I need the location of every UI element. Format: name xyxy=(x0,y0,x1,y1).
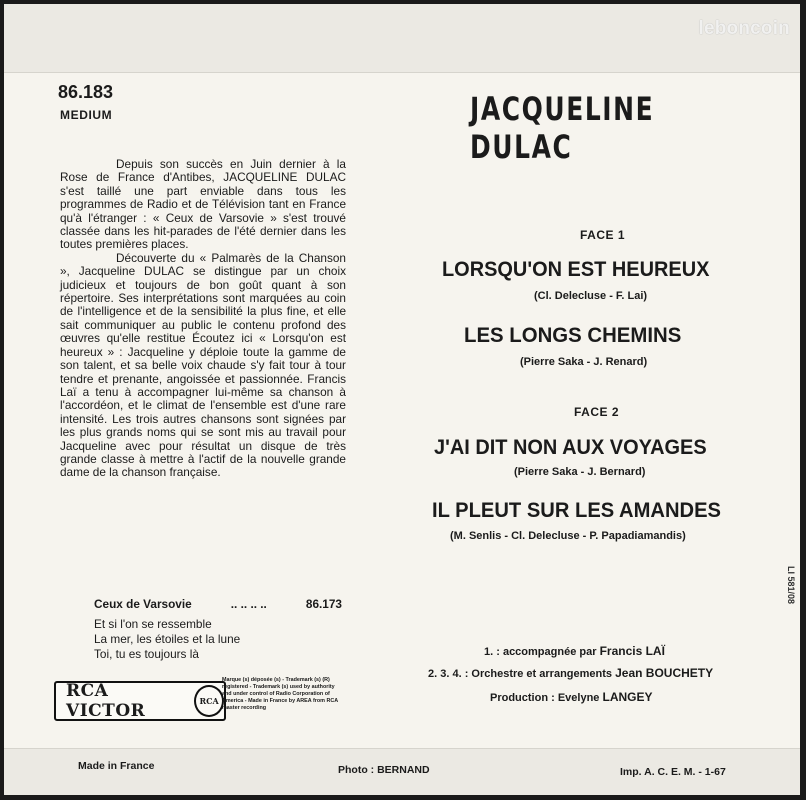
watermark-logo: leboncoin xyxy=(698,18,790,39)
song-title: IL PLEUT SUR LES AMANDES xyxy=(432,499,721,522)
also-title-row xyxy=(94,597,342,611)
note-name: LANGEY xyxy=(602,690,653,704)
rca-circle-logo: RCA xyxy=(194,685,224,717)
song-credit: (Pierre Saka - J. Renard) xyxy=(520,356,648,368)
artist-name: JACQUELINE DULAC xyxy=(470,90,655,166)
note-production xyxy=(490,690,653,704)
side-code: LI 581/08 xyxy=(786,565,796,604)
face-1-label: FACE 1 xyxy=(580,228,626,242)
also-item: La mer, les étoiles et la lune xyxy=(94,632,241,646)
also-item: Et si l'on se ressemble xyxy=(94,617,212,631)
also-available xyxy=(94,597,342,662)
note-accompaniment xyxy=(484,644,665,658)
top-band xyxy=(4,4,800,73)
song-title: J'AI DIT NON AUX VOYAGES xyxy=(434,436,707,459)
catalog-number: 86.183 xyxy=(58,82,114,102)
liner-paragraph: Découverte du « Palmarès de la Chanson », Jacqueline DULAC se distingue par un choix judicieux et toujours de bon goût quant à son répertoire. Ses interprétations sont marquées au coin de l'intelligence et de la sensibilité la plus fine, et elle sait communiquer au public le contenu profond des œuvres qu'elle restitue Écoutez ici « Lorsqu'on est heureux » : Jacqueline y déploie toute la gamme de son talent, et sa belle voix chaude s'y fait tour à tour tendre et prenante, angoissée et passionnée. Francis Laï a tenu à accompagner lui-même sa chanson à l'accordéon, et le climat de l'ensemble est d'une rare intensité. Les trois autres chansons sont signées par les plus grands noms qui se sont mis au travail pour Jacqueline avec pour résultat un disque de très grande classe à mettre à l'actif de la nouvelle grande dame de la chanson française. xyxy=(60,250,346,480)
series-label: MEDIUM xyxy=(60,108,113,122)
also-item: Toi, tu es toujours là xyxy=(94,647,199,661)
song-title: LES LONGS CHEMINS xyxy=(464,324,682,347)
logo-text: RCA VICTOR xyxy=(66,681,146,721)
printer-credit: Imp. A. C. E. M. - 1-67 xyxy=(620,766,726,778)
face-2-label: FACE 2 xyxy=(574,405,620,419)
trademark-notice: Marque (s) déposée (s) - Trademark (s) (R) registered - Trademark (s) used by authority and under control of Radio Corporation of America - Made in France by AREA from RCA master recording xyxy=(222,677,338,711)
liner-notes xyxy=(60,158,346,480)
rca-victor-logo xyxy=(54,681,226,721)
note-name: Jean BOUCHETY xyxy=(615,666,714,680)
also-dots: .. .. .. .. xyxy=(230,597,267,611)
made-in-france: Made in France xyxy=(78,760,155,772)
note-prefix: Production : Evelyne xyxy=(490,692,600,704)
also-ref: 86.173 xyxy=(305,597,342,611)
also-title: Ceux de Varsovie xyxy=(94,597,192,611)
note-name: Francis LAÏ xyxy=(599,644,665,658)
note-prefix: 1. : accompagnée par xyxy=(484,646,597,658)
song-credit: (Pierre Saka - J. Bernard) xyxy=(514,466,646,478)
song-title: LORSQU'ON EST HEUREUX xyxy=(442,258,710,281)
record-sleeve-back xyxy=(4,4,800,794)
song-credit: (M. Senlis - Cl. Delecluse - P. Papadiamandis) xyxy=(450,530,686,542)
note-prefix: 2. 3. 4. : Orchestre et arrangements xyxy=(428,668,613,680)
liner-paragraph: Depuis son succès en Juin dernier à la Rose de France d'Antibes, JACQUELINE DULAC s'est taillé une part enviable dans tous les programmes de Radio et de Télévision tant en France qu'à l'étranger : « Ceux de Varsovie » s'est trouvé classée dans les hit-parades de l'été dernier dans les toutes premières places. xyxy=(60,157,346,252)
photo-credit: Photo : BERNAND xyxy=(338,764,430,776)
song-credit: (Cl. Delecluse - F. Lai) xyxy=(534,290,648,302)
note-orchestra xyxy=(428,666,713,680)
